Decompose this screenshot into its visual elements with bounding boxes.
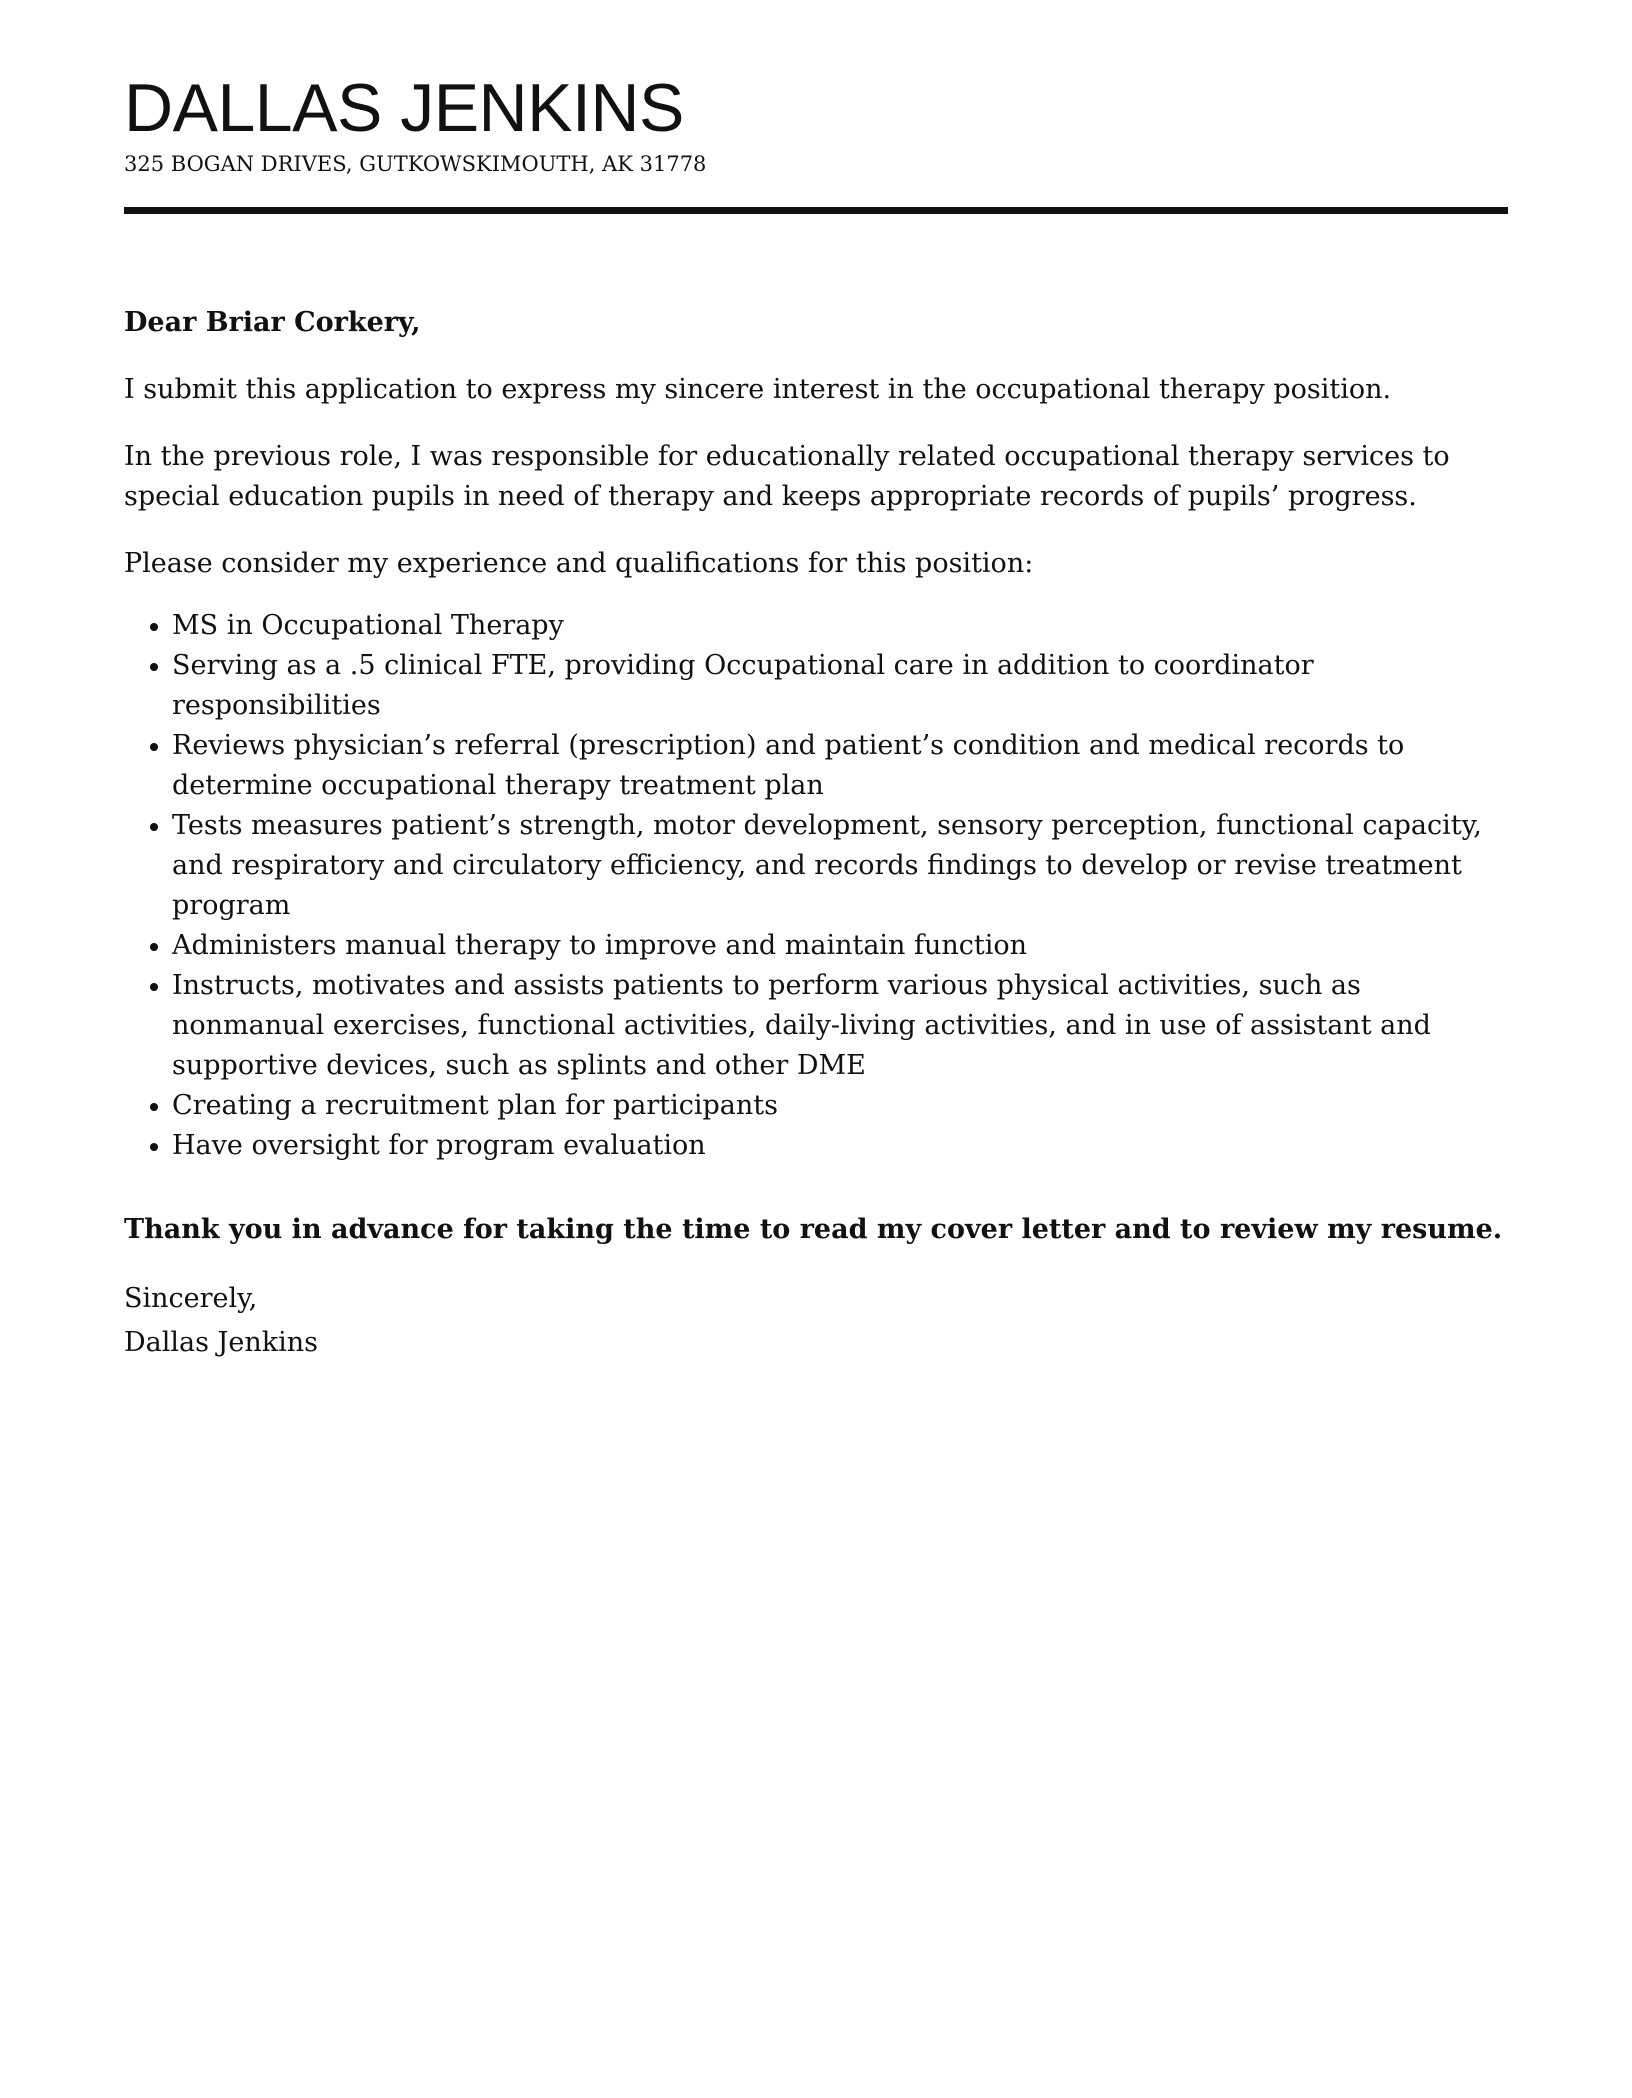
- qualifications-list: [124, 606, 1508, 1166]
- signature: Dallas Jenkins: [124, 1327, 318, 1358]
- consider-paragraph: Please consider my experience and qualifications for this position:: [124, 548, 1034, 579]
- list-item: Creating a recruitment plan for participants: [172, 1086, 1508, 1126]
- applicant-name: DALLAS JENKINS: [124, 70, 684, 146]
- closing: Sincerely,: [124, 1283, 258, 1314]
- previous-role-paragraph: In the previous role, I was responsible for educationally related occupational therapy services to special education pupils in need of therapy and keeps appropriate records of pupils’ progress.: [124, 441, 1450, 512]
- list-item: Have oversight for program evaluation: [172, 1126, 1508, 1166]
- list-item: Instructs, motivates and assists patients to perform various physical activities, such as nonmanual exercises, functional activities, daily-living activities, and in use of assistant and supportive devices, such as splints and other DME: [172, 966, 1508, 1086]
- list-item: MS in Occupational Therapy: [172, 606, 1508, 646]
- list-item: Administers manual therapy to improve and maintain function: [172, 926, 1508, 966]
- list-item: Serving as a .5 clinical FTE, providing Occupational care in addition to coordinator responsibilities: [172, 646, 1508, 726]
- intro-paragraph: I submit this application to express my sincere interest in the occupational therapy position.: [124, 374, 1392, 405]
- thanks-paragraph: Thank you in advance for taking the time to read my cover letter and to review my resume.: [124, 1214, 1503, 1245]
- header-divider: [124, 207, 1508, 214]
- list-item: Tests measures patient’s strength, motor development, sensory perception, functional capacity, and respiratory and circulatory efficiency, and records findings to develop or revise treatment program: [172, 806, 1508, 926]
- letter-body: [124, 303, 1508, 1365]
- greeting: Dear Briar Corkery,: [124, 307, 421, 338]
- list-item: Reviews physician’s referral (prescription) and patient’s condition and medical records to determine occupational therapy treatment plan: [172, 726, 1508, 806]
- applicant-address: 325 BOGAN DRIVES, GUTKOWSKIMOUTH, AK 31778: [124, 152, 707, 176]
